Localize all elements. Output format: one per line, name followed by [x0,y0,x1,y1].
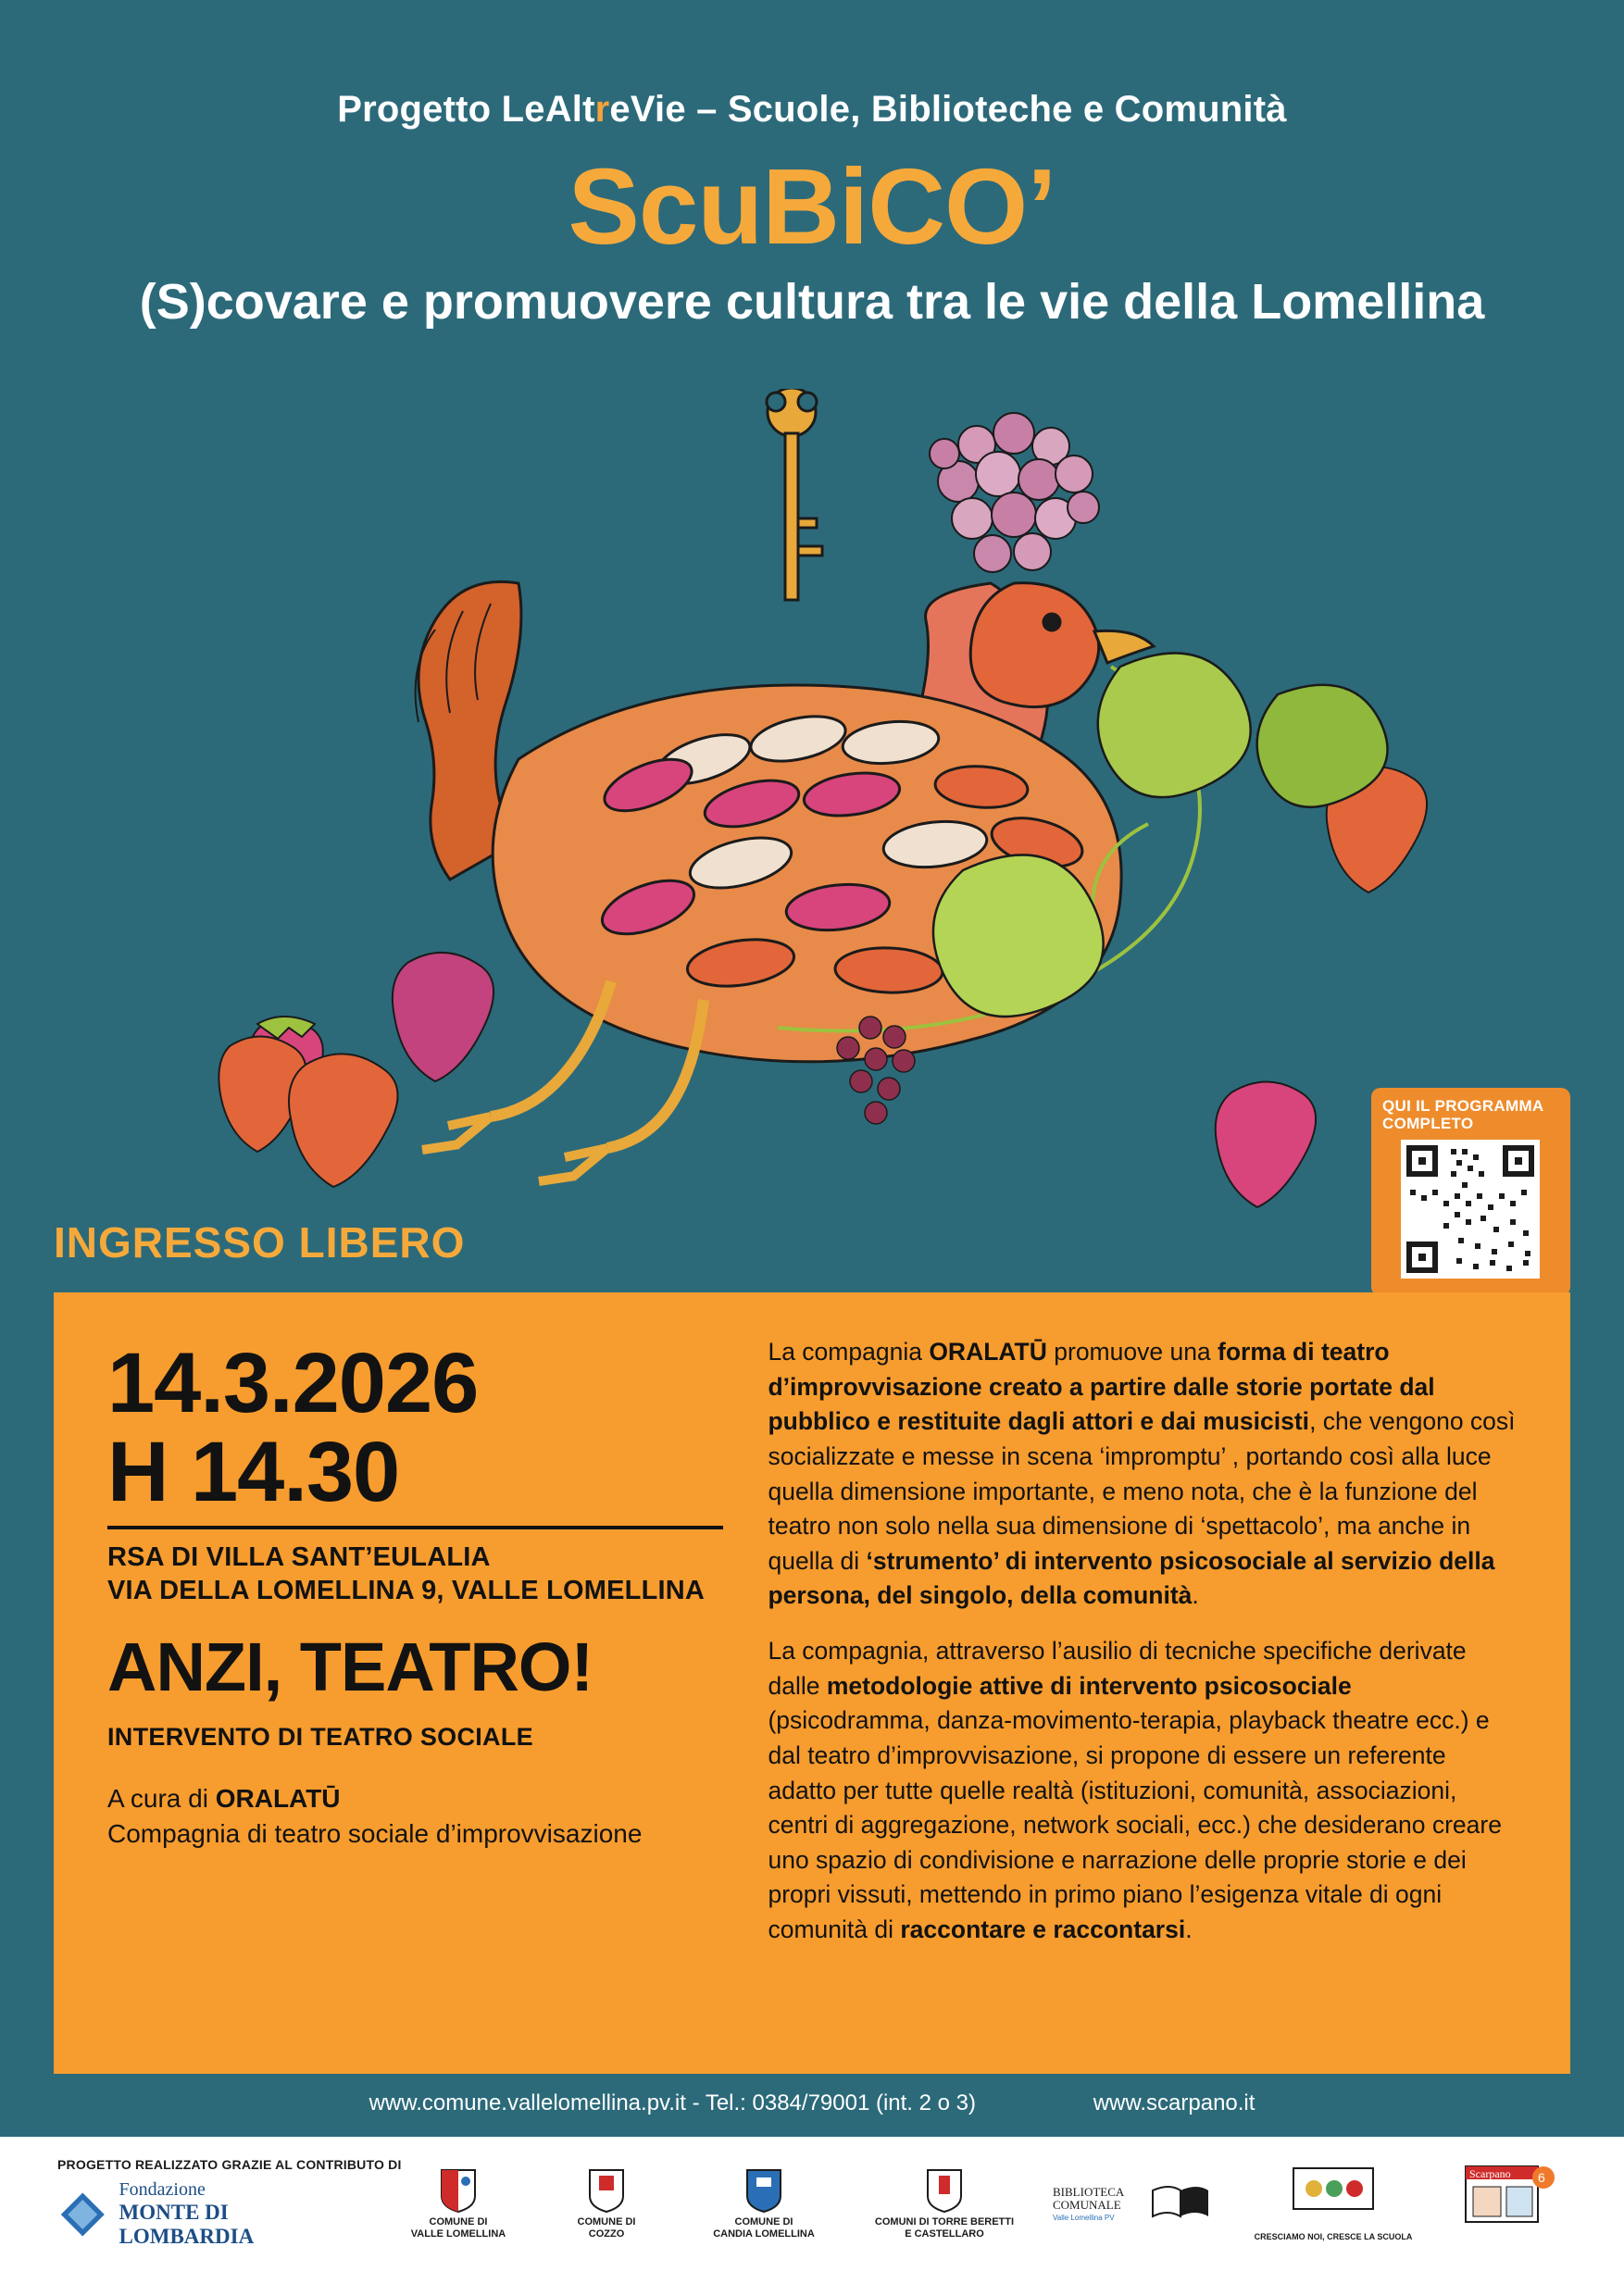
logo-fml-line2: MONTE DI LOMBARDIA [119,2201,255,2248]
caption-cozzo-2: COZZO [588,2228,625,2240]
credits-description: Compagnia di teatro sociale d’improvvisazione [107,1818,643,1848]
logo-scarpano [1444,2165,1574,2230]
venue-line-1: RSA DI VILLA SANT’EULALIA [107,1541,491,1572]
description-paragraph-2: La compagnia, attraverso l’ausilio di tecniche specifiche derivate dalle metodologie attive di intervento psicosociale (psicodramma, danza-movimento-terapia, playback theatre ecc.) e dal teatro d’improvvisazione, si propone di essere un referente adatto per tutte quelle realtà (istituzioni, comunità, associazioni, centri di aggregazione, network sociali, ecc.) che desiderano creare uno spazio di condivisione e narrazione delle proprie storie e dei propri vissuti, mettendo in primo piano l’esigenza vitale di ogni comunità di raccontare e raccontarsi. [768,1637,1502,1943]
caption-torre-1: COMUNI DI TORRE BERETTI [874,2216,1015,2227]
footer-contact-bar [0,2090,1624,2116]
event-credits [107,1781,723,1852]
caption-valle-2: VALLE LOMELLINA [410,2228,506,2240]
caption-istituto-1: CRESCIAMO NOI, CRESCE LA SCUOLA [1254,2232,1413,2241]
free-entry-label: INGRESSO LIBERO [54,1218,466,1267]
caption-candia-2: CANDIA LOMELLINA [713,2228,815,2240]
website-link[interactable]: www.scarpano.it [1093,2090,1255,2115]
logo-istituto-comprensivo [1250,2166,1417,2242]
svg-text:BIBLIOTECA: BIBLIOTECA [1053,2185,1125,2199]
caption-candia-1: COMUNE DI [734,2216,793,2227]
caption-valle-1: COMUNE DI [429,2216,488,2227]
svg-text:COMUNALE: COMUNALE [1053,2198,1121,2212]
qr-code-image[interactable] [1401,1140,1540,1279]
description-paragraph-1: La compagnia ORALATŪ promuove una forma di teatro d’improvvisazione creato a partire dalle storie portate dal pubblico e restituite dagli attori e dai musicisti, che vengono così socializzate e messe in scena ‘impromptu’ , portando così alla luce quella dimensione importante, e meno nota, che è la funzione del teatro non solo nella sua dimensione di ‘spettacolo’, ma anche in quella di ‘strumento’ di intervento psicosociale al servizio della persona, del singolo, della comunità. [768,1338,1516,1610]
credits-prefix: A cura di [107,1784,216,1814]
school-logo-icon [1282,2166,1384,2224]
diamond-icon [57,2188,108,2241]
qr-label [1382,1097,1559,1132]
svg-text:Scarpano: Scarpano [1469,2167,1511,2180]
event-info-panel [54,1292,1570,2074]
project-line [0,89,1624,131]
key-icon [767,389,822,600]
poster-brand-title: ScuBiCO’ [568,146,1056,267]
logo-biblioteca-comunale [1046,2181,1213,2230]
sponsor-logo-strip [0,2137,1624,2296]
event-details [54,1292,751,2074]
svg-text:Valle Lomellina PV: Valle Lomellina PV [1053,2214,1115,2222]
logo-comune-di-candia-lomellina [685,2165,843,2240]
strawberry-decoration [393,953,493,1081]
project-line-pre: Progetto LeAlt [337,89,595,130]
venue-line-2: VIA DELLA LOMELLINA 9, VALLE LOMELLINA [107,1575,706,1605]
logo-fml-line1: Fondazione [119,2179,206,2200]
poster-header [0,0,1624,331]
logo-fondazione-monte-di-lombardia [57,2179,354,2249]
logo-comune-di-cozzo [546,2165,667,2240]
caption-cozzo-1: COMUNE DI [577,2216,636,2227]
project-line-highlight: r [594,89,610,130]
scarpano-logo-icon [1458,2165,1560,2226]
strawberry-decoration [289,1054,398,1187]
logo-comune-di-valle-lomellina [389,2165,528,2240]
event-date: 14.3.2026 [107,1336,479,1430]
svg-text:6: 6 [1538,2170,1545,2185]
event-subtitle: INTERVENTO DI TEATRO SOCIALE [107,1723,533,1752]
contribution-label: PROGETTO REALIZZATO GRAZIE AL CONTRIBUTO DI [57,2157,402,2172]
event-title: ANZI, TEATRO! [107,1628,593,1706]
strawberry-decoration [1216,1081,1316,1207]
qr-label-line2: COMPLETO [1382,1115,1474,1133]
qr-program-box[interactable] [1371,1088,1570,1296]
logo-comuni-di-torre-beretti-e-castellaro [852,2165,1037,2240]
caption-torre-2: E CASTELLARO [905,2228,984,2240]
hydrangea-flower [930,413,1099,572]
contact-info[interactable]: www.comune.vallelomellina.pv.it - Tel.: 0384/79001 (int. 2 o 3) [369,2090,977,2115]
credits-company: ORALATŪ [215,1784,341,1814]
poster-subtitle: (S)covare e promuovere cultura tra le vie della Lomellina [139,274,1485,330]
project-line-post: eVie – Scuole, Biblioteche e Comunità [609,89,1287,130]
event-description [751,1292,1570,2074]
divider [107,1526,723,1529]
open-book-icon [1051,2181,1208,2226]
event-time: H 14.30 [107,1424,400,1519]
qr-label-line1: QUI IL PROGRAMMA [1382,1097,1544,1115]
event-venue [107,1541,723,1608]
